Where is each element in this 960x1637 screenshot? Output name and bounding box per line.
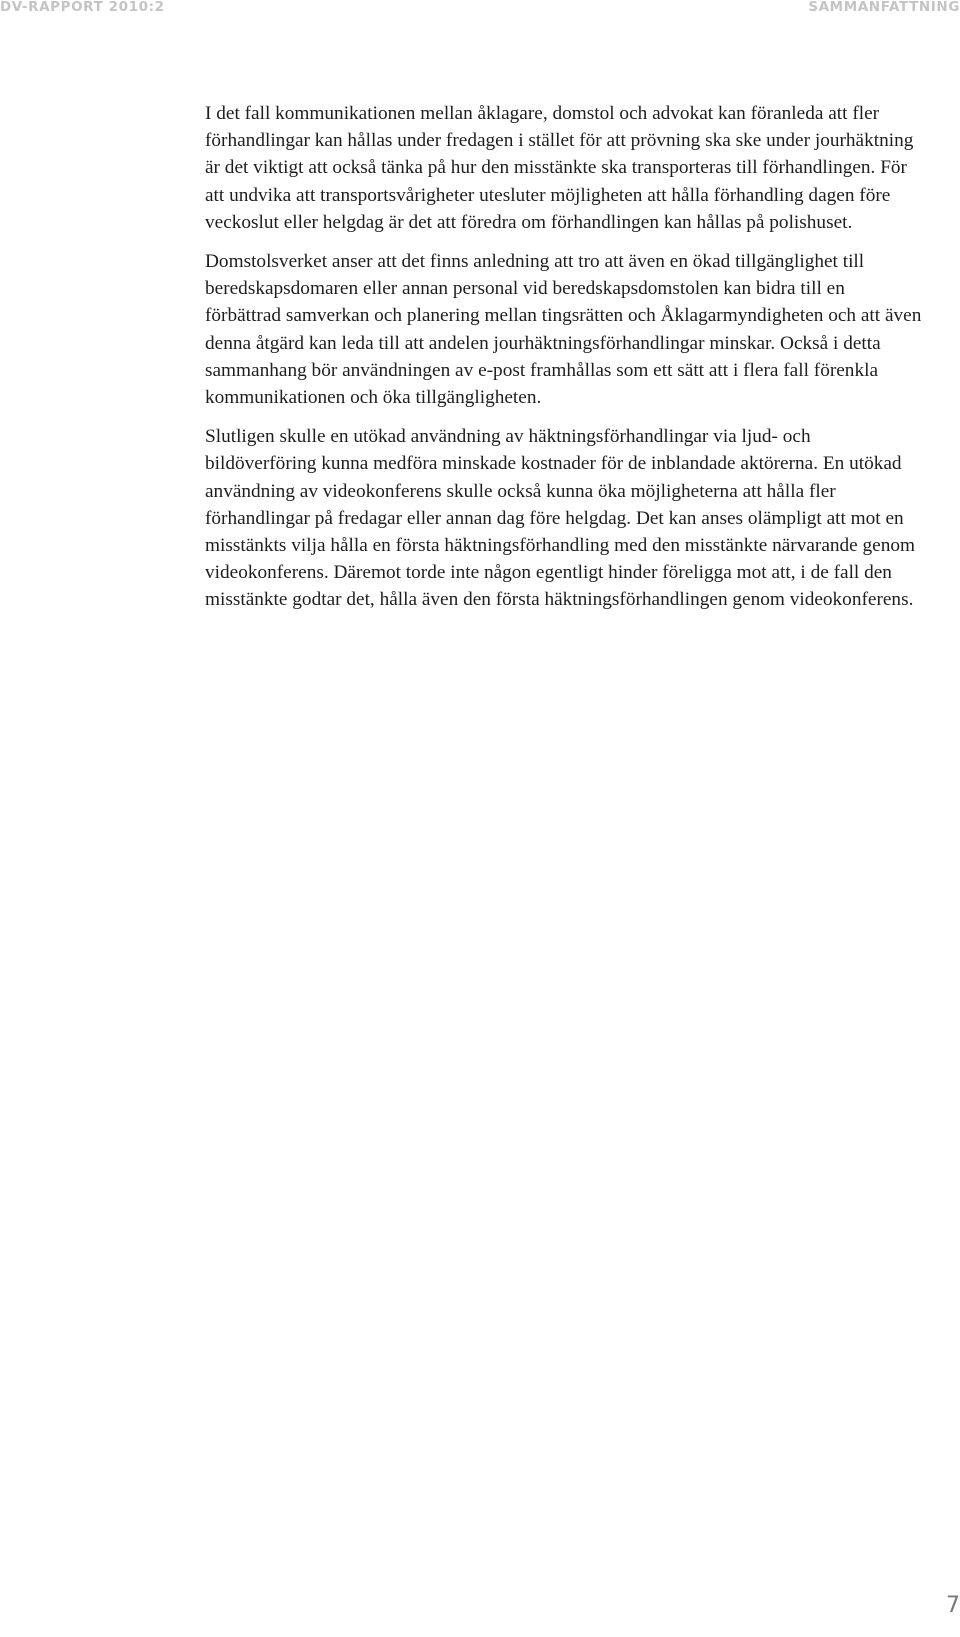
paragraph-3: Slutligen skulle en utökad användning av häktningsförhandlingar via ljud- och bildöverföring kunna medföra minskade kostnader för de inblandade aktörerna. En utökad användning av videokonferens skulle också kunna öka möjligheterna att hålla fler förhandlingar på fredagar eller annan dag före helgdag. Det kan anses olämpligt att mot en misstänkts vilja hålla en första häktningsförhandling med den misstänkte närvarande genom videokonferens. Däremot torde inte någon egentligt hinder föreligga mot att, i de fall den misstänkte godtar det, hålla även den första häktningsförhandlingen genom videokonferens.	[205, 426, 916, 611]
paragraph-2: Domstolsverket anser att det finns anledning att tro att även en ökad tillgänglighet till beredskapsdomaren eller annan personal vid beredskapsdomstolen kan bidra till en förbättrad samverkan och planering mellan tingsrätten och Åklagarmyndigheten och att även denna åtgärd kan leda till att andelen jourhäktningsförhandlingar minskar. Också i detta sammanhang bör användningen av e-post framhållas som ett sätt att i flera fall förenkla kommunikationen och öka tillgängligheten.	[205, 251, 922, 409]
section-title: SAMMANFATTNING	[808, 0, 960, 15]
body-text	[205, 100, 925, 626]
report-title: DV-RAPPORT 2010:2	[0, 0, 165, 15]
page-number: 7	[946, 1593, 960, 1618]
page-header	[0, 0, 960, 22]
paragraph-1: I det fall kommunikationen mellan åklagare, domstol och advokat kan föranleda att fler förhandlingar kan hållas under fredagen i stället för att prövning ska ske under jourhäktning är det viktigt att också tänka på hur den misstänkte ska transporteras till förhandlingen. För att undvika att transportsvårigheter utesluter möjligheten att hålla förhandling dagen före veckoslut eller helgdag är det att föredra om förhandlingen kan hållas på polishuset.	[205, 103, 914, 233]
